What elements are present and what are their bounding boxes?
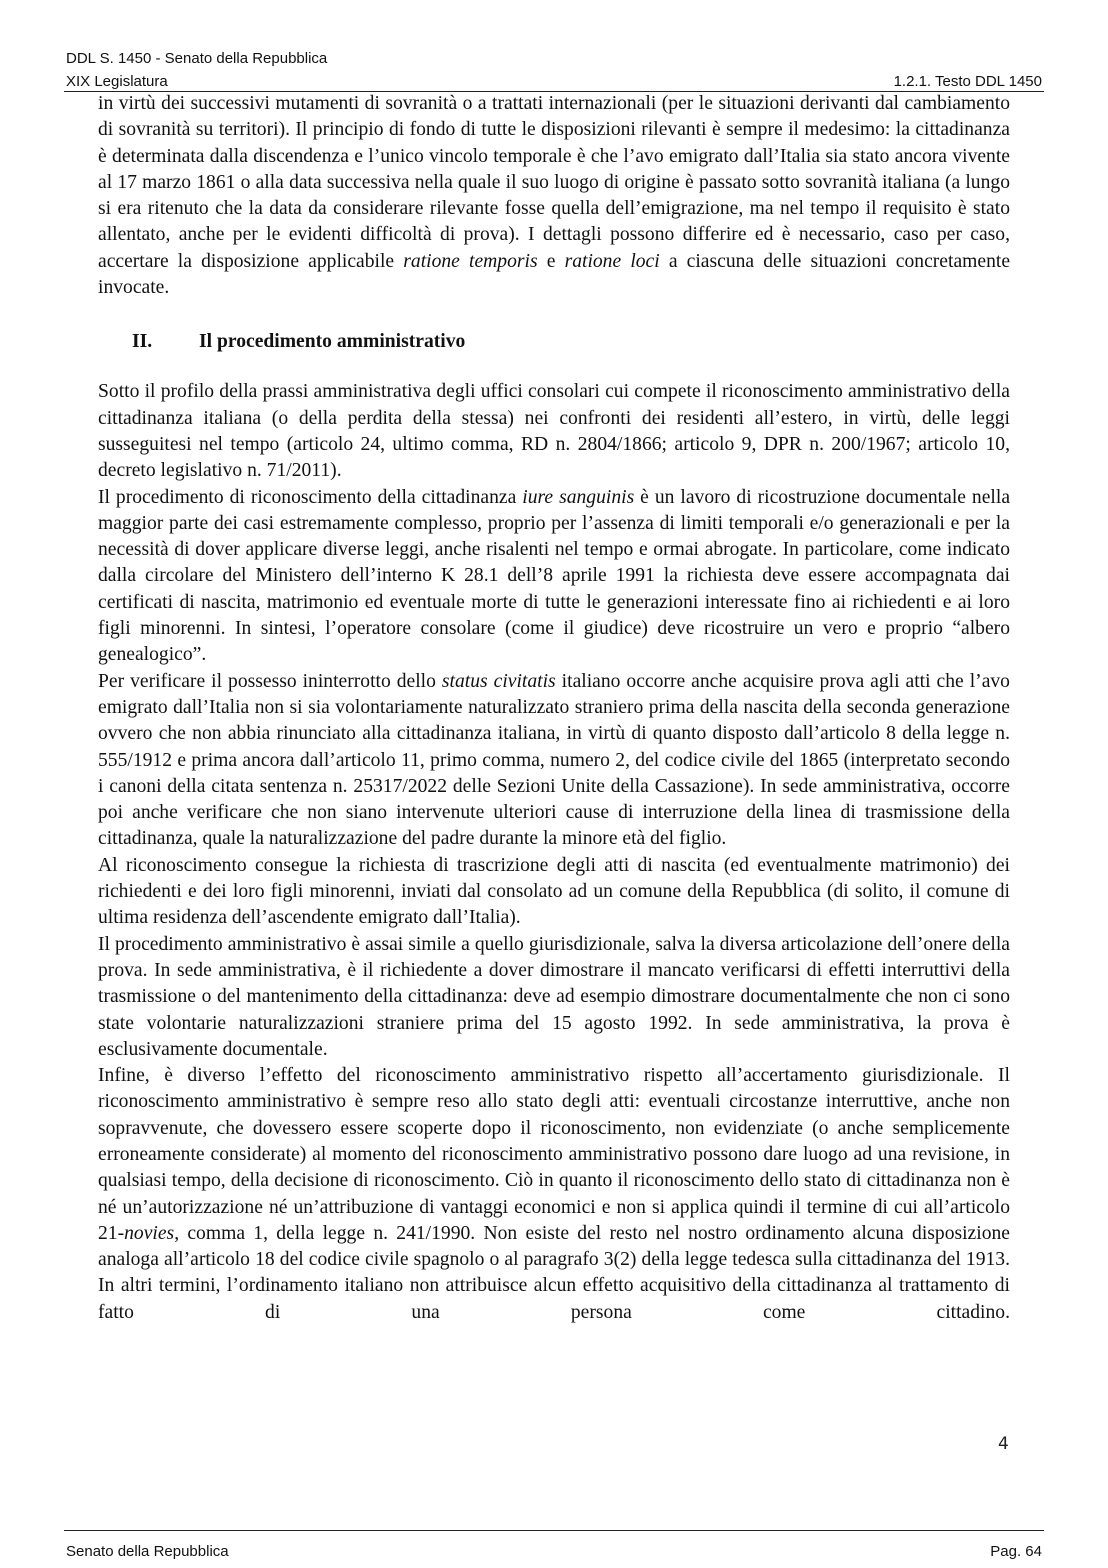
italic-term: ratione temporis	[403, 250, 538, 272]
document-body	[98, 91, 1010, 1326]
paragraph: Sotto il profilo della prassi amministrativa degli uffici consolari cui compete il riconoscimento amministrativo della cittadinanza italiana (o della perdita della stessa) nei confronti dei residenti all’estero, in virtù, delle leggi susseguitesi nel tempo (articolo 24, ultimo comma, RD n. 2804/1866; articolo 9, DPR n. 200/1967; articolo 10, decreto legislativo n. 71/2011).	[98, 381, 1010, 482]
text-run: Infine, è diverso l’effetto del riconoscimento amministrativo rispetto all’accertamento giurisdizionale. Il riconoscimento amministrativo è sempre reso allo stato degli atti: eventuali circostanze interruttive, anche non sopravvenute, che dovessero essere scoperte dopo il riconoscimento, non evidenziate (o anche semplicemente erroneamente considerate) al momento del riconoscimento amministrativo possono dare luogo ad una revisione, in qualsiasi tempo, della decisione di riconoscimento. Ciò in quanto il riconoscimento dello stato di cittadinanza non è né un’autorizzazione né un’attribuzione di vantaggi economici e non si applica quindi il termine di cui all’articolo 21-	[98, 1065, 1010, 1244]
section-number: II.	[132, 331, 153, 353]
text-run: a ciascuna delle situazioni concretamente invocate.	[98, 250, 1011, 299]
footer-page-label: Pag. 64	[990, 1543, 1042, 1560]
paragraph	[98, 1063, 1010, 1326]
header-document-title: DDL S. 1450 - Senato della Repubblica	[66, 50, 328, 67]
italic-term: iure sanguinis	[522, 486, 635, 508]
paragraph: Al riconoscimento consegue la richiesta di trascrizione degli atti di nascita (ed eventualmente matrimonio) dei richiedenti e dei loro figli minorenni, inviati dal consolato ad un comune della Repubblica (di solito, il comune di ultima residenza dell’ascendente emigrato dall’Italia).	[98, 854, 1010, 929]
footer-rule	[64, 1530, 1044, 1531]
italic-term: ratione loci	[564, 250, 660, 272]
text-run: è un lavoro di ricostruzione documentale nella maggior parte dei casi estremamente complesso, proprio per l’assenza di limiti temporali e/o generazionali e per la necessità di dover applicare diverse leggi, anche risalenti nel tempo e ormai abrogate. In particolare, come indicato dalla circolare del Ministero dell’interno K 28.1 dell’8 aprile 1991 la richiesta deve essere accompagnata dai certificati di nascita, matrimonio ed eventuale morte di tutte le generazioni interessate fino ai richiedenti e ai loro figli minorenni. In sintesi, l’operatore consolare (come il giudice) deve ricostruire un vero e proprio “albero genealogico”.	[98, 486, 1011, 666]
text-run: italiano occorre anche acquisire prova agli atti che l’avo emigrato dall’Italia non si sia volontariamente naturalizzato straniero prima della nascita della seconda generazione ovvero che non abbia rinunciato alla cittadinanza italiana, in virtù di quanto disposto dall’articolo 8 della legge n. 555/1912 e prima ancora dall’articolo 11, primo comma, numero 2, del codice civile del 1865 (interpretato secondo i canoni della citata sentenza n. 25317/2022 delle Sezioni Unite della Cassazione). In sede amministrativa, occorre poi anche verificare che non siano intervenute ulteriori cause di interruzione della linea di trasmissione della cittadinanza, quale la naturalizzazione del padre durante la minore età del figlio.	[98, 670, 1010, 850]
paragraph	[98, 669, 1010, 853]
text-run: Per verificare il possesso ininterrotto dello	[98, 670, 442, 692]
italic-term: novies	[124, 1222, 175, 1244]
header-section-ref: 1.2.1. Testo DDL 1450	[893, 73, 1042, 90]
text-run: in virtù dei successivi mutamenti di sovranità o a trattati internazionali (per le situazioni derivanti dal cambiamento di sovranità su territori). Il principio di fondo di tutte le disposizioni rilevanti è sempre il medesimo: la cittadinanza è determinata dalla discendenza e l’unico vincolo temporale è che l’avo emigrato dall’Italia sia stato ancora vivente al 17 marzo 1861 o alla data successiva nella quale il suo luogo di origine è passato sotto sovranità italiana (a lungo si era ritenuto che la data da considerare rilevante fosse quella dell’emigrazione, ma nel tempo il requisito è stato allentato, anche per le evidenti difficoltà di prova). I dettagli possono differire ed è necessario, caso per caso, accertare la disposizione applicabile	[98, 93, 1010, 272]
text-run: e	[537, 250, 565, 272]
footer-publisher: Senato della Repubblica	[66, 1543, 229, 1560]
section-heading	[98, 329, 1010, 355]
text-run: , comma 1, della legge n. 241/1990. Non esiste del resto nel nostro ordinamento alcuna disposizione analoga all’articolo 18 del codice civile spagnolo o al paragrafo 3(2) della legge tedesca sulla cittadinanza del 1913. In altri termini, l’ordinamento italiano non attribuisce alcun effetto acquisitivo della cittadinanza al trattamento di fatto di una persona come cittadino.	[98, 1222, 1010, 1323]
paragraph: Il procedimento amministrativo è assai simile a quello giurisdizionale, salva la diversa articolazione dell’onere della prova. In sede amministrativa, è il richiedente a dover dimostrare il mancato verificarsi di effetti interruttivi della trasmissione o del mantenimento della cittadinanza: deve ad esempio dimostrare documentalmente che non ci sono state volontarie naturalizzazioni straniere prima del 15 agosto 1992. In sede amministrativa, la prova è esclusivamente documentale.	[98, 933, 1010, 1060]
italic-term: status civitatis	[441, 670, 556, 692]
paragraph	[98, 485, 1010, 669]
paragraph-continued	[98, 91, 1010, 301]
header-legislature: XIX Legislatura	[66, 73, 168, 90]
section-title: Il procedimento amministrativo	[199, 331, 466, 353]
page-number: 4	[998, 1434, 1009, 1454]
text-run: Il procedimento di riconoscimento della cittadinanza	[98, 486, 523, 508]
